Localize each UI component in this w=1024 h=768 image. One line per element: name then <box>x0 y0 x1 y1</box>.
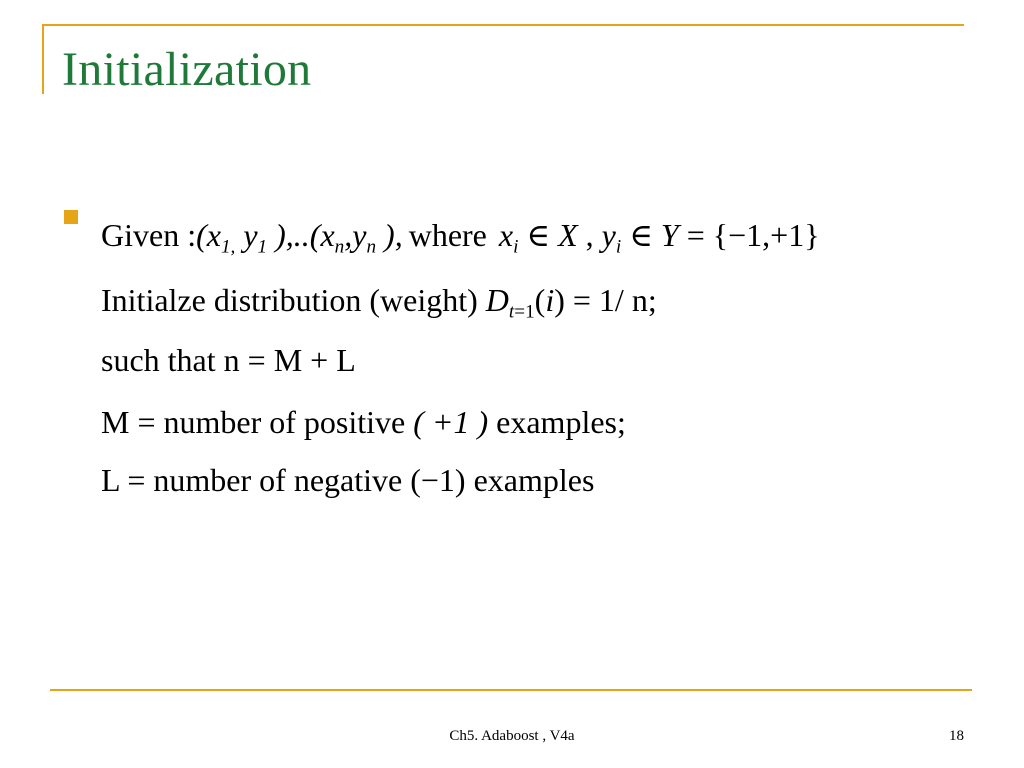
where-label: where <box>408 217 487 253</box>
distribution-formula-tail: = 1/ n; <box>572 282 657 318</box>
title-frame-left-rule <box>42 24 44 94</box>
footer-rule <box>50 689 972 691</box>
footer-text: Ch5. Adaboost , V4a <box>449 728 575 744</box>
training-pairs-formula: ($x_{1,}$ $y_1$ )$,..(x_n,y_n$ ), <box>196 217 403 258</box>
title-frame-top-rule <box>42 24 964 26</box>
positive-line <box>101 404 626 441</box>
label-set: = {−1,+1} <box>686 217 820 253</box>
positive-prefix: M = number of positive <box>101 404 406 440</box>
positive-suffix: examples; <box>496 404 626 440</box>
domain-formula: $x_i$ ∈ X , $y_i$ ∈ Y <box>498 217 679 258</box>
distribution-text: Initialze distribution (weight) <box>101 282 478 318</box>
negative-line: L = number of negative (−1) examples <box>101 462 595 498</box>
page-number: 18 <box>949 728 964 744</box>
square-bullet-icon <box>64 210 78 224</box>
sum-line: such that n = M + L <box>101 342 356 378</box>
distribution-line <box>101 282 657 323</box>
given-line <box>101 216 820 258</box>
given-label: Given : <box>101 217 197 253</box>
distribution-formula: $D_{t=1}(i)$ <box>485 282 573 323</box>
slide-title: Initialization <box>62 43 312 96</box>
positive-value: ( +1 ) <box>413 404 489 440</box>
